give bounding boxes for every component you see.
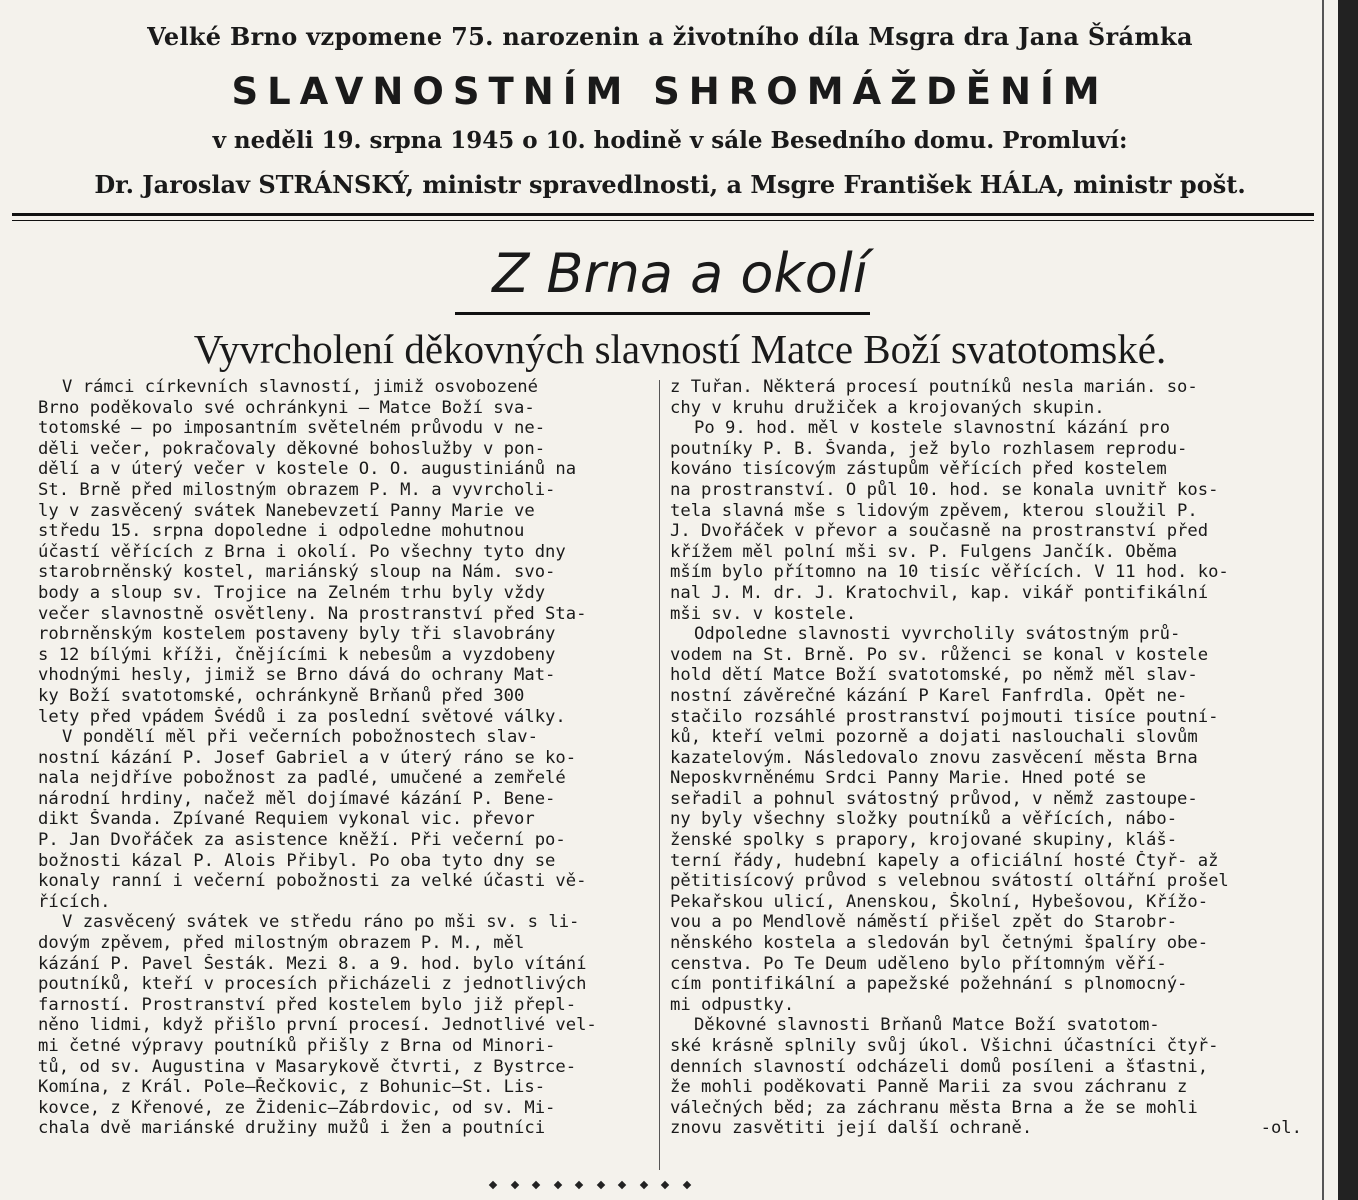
article-line: J. Dvořáček v převor a současně na prostranství před [670, 521, 1209, 542]
article-line: kazatelovým. Následovalo znovu zasvěcení města Brna [670, 747, 1198, 768]
article-line: robrněnským kostelem postaveny byly tři slavobrány [38, 624, 556, 645]
article-line: nostní kázání P. Josef Gabriel a v úterý ráno se ko- [38, 747, 577, 768]
article-line: válečných běd; za záchranu města Brna a že se mohli [670, 1097, 1198, 1118]
article-line: něnského kostela a sledován byl četnými špalíry obe- [670, 933, 1209, 954]
article-headline: Vyvrcholení děkovných slavností Matce Boží svatotomské. [193, 326, 1167, 372]
announcement-line-1: Velké Brno vzpomene 75. narozenin a životního díla Msgra dra Jana Šrámka [147, 22, 1193, 51]
article-signature: -ol. [1260, 1118, 1302, 1139]
article-line: stačilo rozsáhlé prostranství pojmouti tisíce poutní- [670, 706, 1219, 727]
article-line: chala dvě mariánské družiny mužů i žen a poutníci [38, 1118, 546, 1139]
article-line: chy v kruhu družiček a krojovaných skupin. [670, 397, 1105, 418]
article-line: mši sv. v kostele. [670, 603, 857, 624]
article-line: božnosti kázal P. Alois Přibyl. Po oba tyto dny se [38, 850, 556, 871]
article-line: mším bylo přítomno na 10 tisíc věřících. V 11 hod. ko- [670, 562, 1229, 583]
article-line: dikt Švanda. Zpívané Requiem vykonal vic. převor [38, 809, 535, 830]
article-line: ky Boží svatotomské, ochránkyně Brňanů před 300 [38, 685, 525, 706]
article-line: ny byly všechny složky poutníků a věřících, nábo- [670, 809, 1178, 830]
article-line: tela slavná mše s lidovým zpěvem, kterou sloužil P. [670, 500, 1198, 521]
article-line: poutníků, kteří v procesích přicházeli z jednotlivých [38, 974, 587, 995]
article-column-left [38, 377, 648, 1177]
article-line: censtva. Po Te Deum uděleno bylo přítomným věří- [670, 953, 1167, 974]
article-line: dělí a v úterý večer v kostele O. O. augustiniánů na [38, 459, 577, 480]
article-line: z Tuřan. Některá procesí poutníků nesla marián. so- [670, 377, 1198, 397]
article-line: nostní závěrečné kázání P Karel Fanfrdla. Opět ne- [670, 685, 1188, 706]
article-line: účastí věřících z Brna i okolí. Po všechny tyto dny [38, 541, 566, 562]
article-line: s 12 bílými kříži, čnějícími k nebesům a vyzdobeny [38, 644, 556, 665]
article-line: Odpoledne slavnosti vyvrcholily svátostným prů- [694, 624, 1181, 645]
article-line: že mohli poděkovati Panně Marii za svou záchranu z [670, 1077, 1188, 1098]
article-line: seřadil a pohnul svátostný průvod, v němž zastoupe- [670, 788, 1198, 809]
article-line: V rámci církevních slavností, jimiž osvobozené [62, 377, 538, 397]
article-line: Komína, z Král. Pole—Řečkovic, z Bohunic—St. Lis- [38, 1077, 546, 1098]
article-line: V zasvěcený svátek ve středu ráno po mši sv. s li- [62, 912, 580, 933]
article-line: terní řády, hudební kapely a oficiální hosté Čtyř- až [670, 850, 1219, 871]
article-line: řících. [38, 891, 111, 912]
article-line: něno lidmi, když přišlo první procesí. Jednotlivé vel- [38, 1015, 597, 1036]
article-line: vodem na St. Brně. Po sv. růženci se konal v kostele [670, 644, 1209, 665]
article-line: cím pontifikální a papežské požehnání s plnomocný- [670, 974, 1188, 995]
article-line: ly v zasvěcený svátek Nanebevzetí Panny Marie ve [38, 500, 535, 521]
article-line: Pekařskou ulicí, Anenskou, Školní, Hybešovou, Křížo- [670, 891, 1209, 912]
announcement-title: SLAVNOSTNÍM SHROMÁŽDĚNÍM [231, 70, 1109, 113]
article-line [670, 1118, 1310, 1139]
article-line: ků, kteří velmi pozorně a dojati naslouchali slovům [670, 727, 1198, 748]
top-rule [12, 213, 1314, 216]
article-line: P. Jan Dvořáček za asistence kněží. Při večerní po- [38, 830, 566, 851]
article-line: V pondělí měl při večerních pobožnostech slav- [62, 727, 538, 748]
bottom-ornament [490, 1180, 690, 1190]
announcement-line-4: Dr. Jaroslav STRÁNSKÝ, ministr spravedlnosti, a Msgre František HÁLA, ministr pošt. [94, 170, 1246, 199]
announcement-line-3: v neděli 19. srpna 1945 o 10. hodině v sále Besedního domu. Promluví: [212, 127, 1128, 154]
article-line: středu 15. srpna dopoledne i odpoledne mohutnou [38, 521, 525, 542]
article-line: děli večer, pokračovaly děkovné bohoslužby v pon- [38, 438, 546, 459]
article-line: konaly ranní i večerní pobožnosti za velké účasti vě- [38, 871, 587, 892]
article-line: denních slavností odcházeli domů posíleni a šťastni, [670, 1056, 1209, 1077]
article-column-right [670, 377, 1310, 1177]
article-line: pětitisícový průvod s velebnou svátostí oltářní prošel [670, 871, 1229, 892]
article-line: kázání P. Pavel Šesták. Mezi 8. a 9. hod. bylo vítání [38, 953, 587, 974]
article-line: vou a po Mendlově náměstí přišel zpět do Starobr- [670, 912, 1178, 933]
article-line: národní hrdiny, načež měl dojímavé kázání P. Bene- [38, 788, 556, 809]
article-line: starobrněnský kostel, mariánský sloup na Nám. svo- [38, 562, 556, 583]
article-line: hold dětí Matce Boží svatotomské, po němž měl slav- [670, 665, 1198, 686]
article-line: Děkovné slavnosti Brňanů Matce Boží svatotom- [694, 1015, 1160, 1036]
article-line: ské krásně splnily svůj úkol. Všichni účastníci čtyř- [670, 1036, 1219, 1056]
article-line: nala nejdříve pobožnost za padlé, umučené a zemřelé [38, 768, 566, 789]
article-line: kováno tisícovým zástupům věřících před kostelem [670, 459, 1167, 480]
article-line: dovým zpěvem, před milostným obrazem P. M., měl [38, 933, 525, 954]
article-line: tů, od sv. Augustina v Masarykově čtvrti, z Bystrce- [38, 1056, 577, 1077]
article-line: kovce, z Křenové, ze Židenic—Zábrdovic, od sv. Mi- [38, 1097, 556, 1118]
article-line: večer slavnostně osvětleny. Na prostranství před Sta- [38, 603, 587, 624]
article-line: totomské — po imposantním světelném průvodu v ne- [38, 418, 546, 439]
section-title: Z Brna a okolí [492, 242, 868, 305]
column-divider [659, 380, 660, 1170]
article-line: body a sloup sv. Trojice na Zelném trhu byly vždy [38, 582, 546, 603]
article-line: mi četné výpravy poutníků přišly z Brna od Minori- [38, 1036, 556, 1056]
article-line: vhodnými hesly, jimiž se Brno dává do ochrany Mat- [38, 665, 556, 686]
article-line: poutníky P. B. Švanda, jež bylo rozhlasem reprodu- [670, 438, 1188, 459]
article-line: Brno poděkovalo své ochránkyni — Matce Boží sva- [38, 397, 535, 418]
article-line: Po 9. hod. měl v kostele slavnostní kázání pro [694, 418, 1170, 439]
article-line: nal J. M. dr. J. Kratochvil, kap. vikář pontifikální [670, 582, 1209, 603]
article-line: křížem měl polní mši sv. P. Fulgens Jančík. Oběma [670, 541, 1178, 562]
scan-edge-line [1322, 0, 1324, 1200]
article-line: mi odpustky. [670, 994, 795, 1015]
article-line: Neposkvrněnému Srdci Panny Marie. Hned poté se [670, 768, 1146, 789]
article-line: St. Brně před milostným obrazem P. M. a vyvrcholi- [38, 479, 556, 500]
scan-edge [1338, 0, 1358, 1200]
article-line: ženské spolky s prapory, krojované skupiny, kláš- [670, 830, 1178, 851]
article-line: lety před vpádem Švédů i za poslední světové války. [38, 706, 566, 727]
article-line: farností. Prostranství před kostelem bylo již přepl- [38, 994, 577, 1015]
article-line-text: znovu zasvětiti její další ochraně. [670, 1118, 1033, 1139]
section-underline [455, 312, 870, 315]
article-line: na prostranství. O půl 10. hod. se konala uvnitř kos- [670, 479, 1219, 500]
top-rule-thin [12, 220, 1314, 221]
